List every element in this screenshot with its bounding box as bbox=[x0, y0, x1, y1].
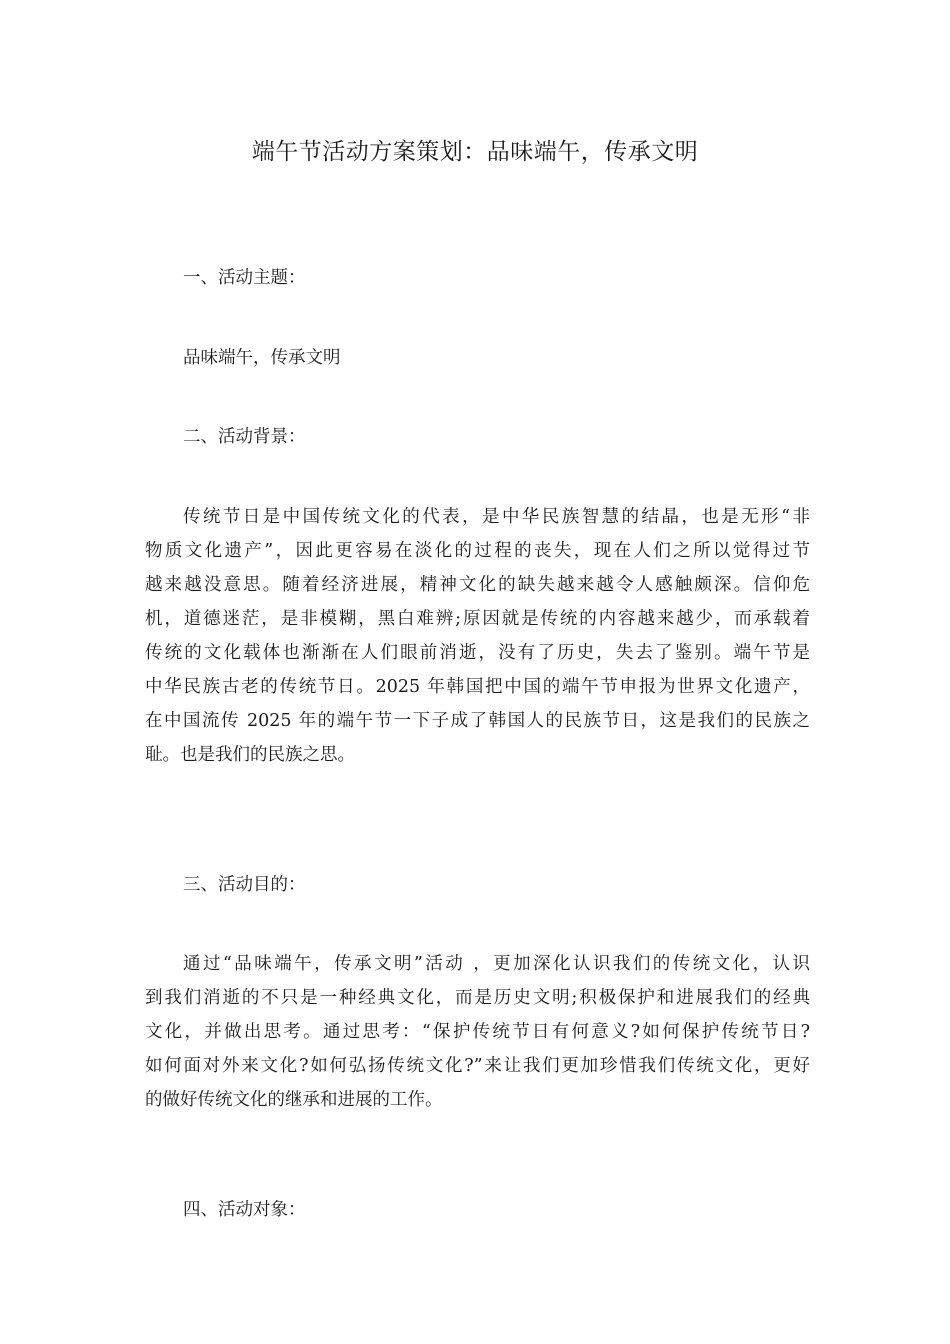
paragraph-line: 中华民族古老的传统节日。2025 年韩国把中国的端午节申报为世界文化遗产， bbox=[145, 677, 810, 697]
section-heading-theme: 一、活动主题： bbox=[183, 268, 306, 288]
section-heading-purpose: 三、活动目的： bbox=[183, 875, 306, 895]
section-heading-audience: 四、活动对象： bbox=[183, 1200, 306, 1220]
paragraph-line: 传统节日是中国传统文化的代表，是中华民族智慧的结晶，也是无形“非 bbox=[183, 507, 810, 527]
paragraph-line: 传统的文化载体也渐渐在人们眼前消逝，没有了历史，失去了鉴别。端午节是 bbox=[145, 643, 810, 663]
theme-text: 品味端午，传承文明 bbox=[183, 348, 341, 368]
background-paragraph bbox=[145, 505, 810, 777]
paragraph-line: 物质文化遗产”，因此更容易在淡化的过程的丧失，现在人们之所以觉得过节 bbox=[145, 541, 810, 561]
paragraph-line: 如何面对外来文化?如何弘扬传统文化?”来让我们更加珍惜我们传统文化，更好 bbox=[145, 1056, 810, 1076]
document-title: 端午节活动方案策划：品味端午，传承文明 bbox=[251, 139, 699, 165]
paragraph-line: 耻。也是我们的民族之思。 bbox=[145, 745, 355, 765]
section-heading-background: 二、活动背景： bbox=[183, 427, 306, 447]
paragraph-line: 到我们消逝的不只是一种经典文化，而是历史文明;积极保护和进展我们的经典 bbox=[145, 988, 810, 1008]
paragraph-line: 通过“品味端午，传承文明”活动 ，更加深化认识我们的传统文化，认识 bbox=[183, 954, 810, 974]
paragraph-line: 机，道德迷茫，是非模糊，黑白难辨;原因就是传统的内容越来越少，而承载着 bbox=[145, 609, 810, 629]
paragraph-line: 文化，并做出思考。通过思考：“保护传统节日有何意义?如何保护传统节日? bbox=[145, 1022, 810, 1042]
paragraph-line: 的做好传统文化的继承和进展的工作。 bbox=[145, 1090, 443, 1110]
paragraph-line: 在中国流传 2025 年的端午节一下子成了韩国人的民族节日，这是我们的民族之 bbox=[145, 711, 810, 731]
paragraph-line: 越来越没意思。随着经济进展，精神文化的缺失越来越令人感触颇深。信仰危 bbox=[145, 575, 810, 595]
purpose-paragraph bbox=[145, 952, 810, 1122]
